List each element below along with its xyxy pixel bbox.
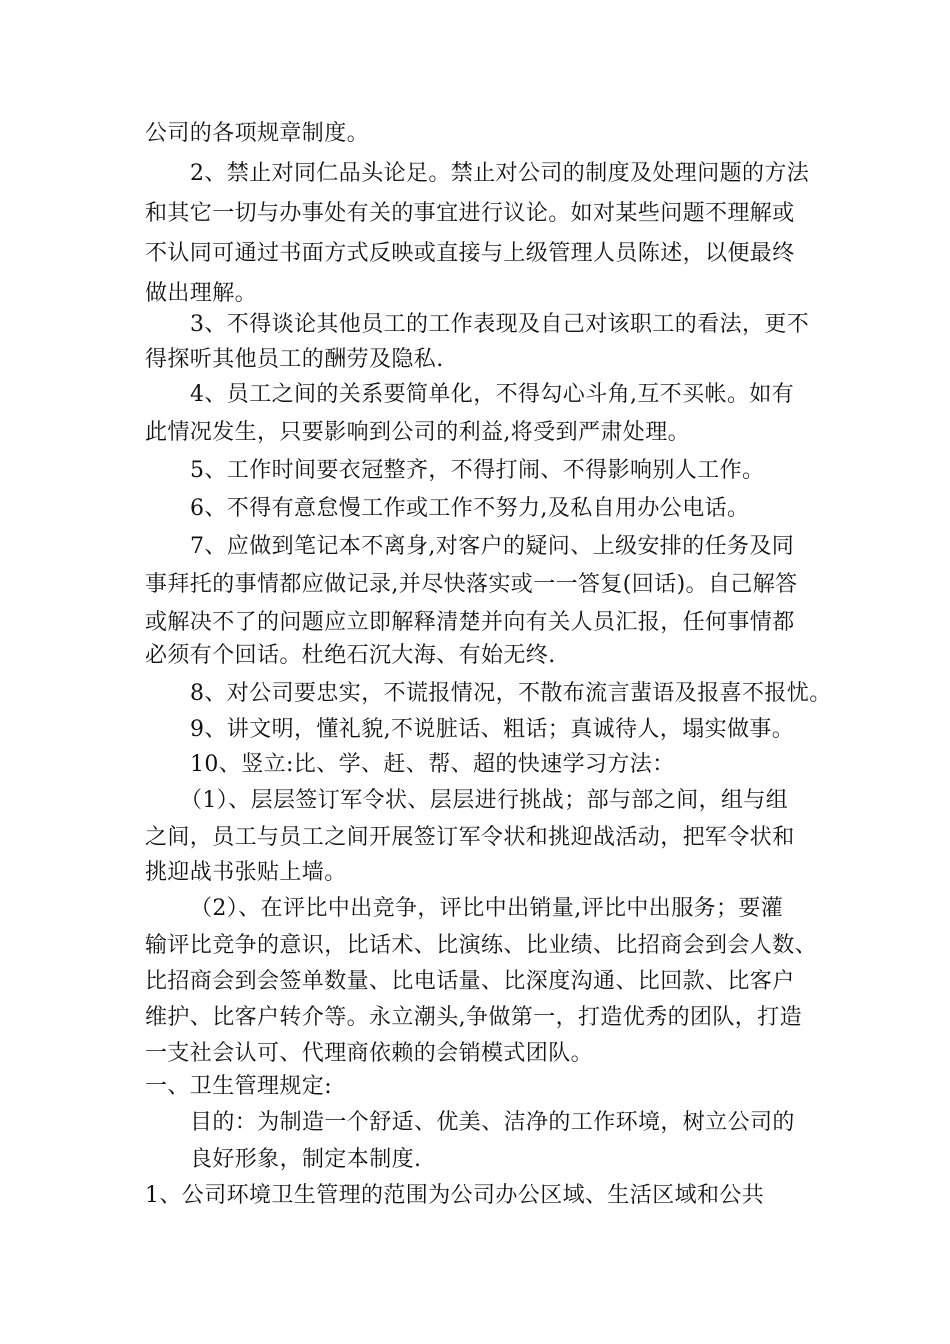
text-line: 1、公司环境卫生管理的范围为公司办公区域、生活区域和公共 [145, 1183, 765, 1208]
text-line: 比招商会到会签单数量、比电话量、比深度沟通、比回款、比客户 [145, 969, 795, 994]
text-line: 3、不得谈论其他员工的工作表现及自己对该职工的看法，更不 [190, 312, 810, 337]
text-line: 维护、比客户转介等。永立潮头,争做第一，打造优秀的团队，打造 [145, 1005, 802, 1030]
text-line: 输评比竞争的意识，比话术、比演练、比业绩、比招商会到会人数、 [145, 933, 818, 958]
text-line: 9、讲文明，懂礼貌,不说脏话、粗话；真诚待人，塌实做事。 [190, 717, 795, 742]
text-line: 公司的各项规章制度。 [145, 121, 370, 146]
text-line: 得探听其他员工的酬劳及隐私. [145, 347, 444, 372]
section-heading: 一、卫生管理规定: [145, 1074, 333, 1099]
text-line: 不认同可通过书面方式反映或直接与上级管理人员陈述，以便最终 [145, 241, 795, 266]
text-line: 或解决不了的问题应立即解释清楚并向有关人员汇报，任何事情都 [145, 610, 795, 635]
text-line: 事拜托的事情都应做记录,并尽快落实或一一答复(回话)。自己解答 [145, 572, 798, 597]
text-line: 一支社会认可、代理商依赖的会销模式团队。 [145, 1041, 594, 1066]
text-line: 6、不得有意怠慢工作或工作不努力,及私自用办公电话。 [190, 496, 750, 521]
text-line: 之间，员工与员工之间开展签订军令状和挑迎战活动，把军令状和 [145, 825, 795, 850]
text-line: （1）、层层签订军令状、层层进行挑战；部与部之间，组与组 [180, 788, 789, 813]
text-line: 10、竖立:比、学、赶、帮、超的快速学习方法： [190, 752, 675, 777]
text-line: 和其它一切与办事处有关的事宜进行议论。如对某些问题不理解或 [145, 201, 795, 226]
text-line: 良好形象，制定本制度. [190, 1147, 422, 1172]
text-line: 7、应做到笔记本不离身,对客户的疑问、上级安排的任务及同 [190, 534, 795, 559]
text-line: 2、禁止对同仁品头论足。禁止对公司的制度及处理问题的方法 [190, 161, 810, 186]
text-line: 8、对公司要忠实，不谎报情况，不散布流言蜚语及报喜不报忧。 [190, 681, 832, 706]
text-line: 4、员工之间的关系要简单化，不得勾心斗角,互不买帐。如有 [190, 382, 795, 407]
text-line: 目的：为制造一个舒适、优美、洁净的工作环境，树立公司的 [190, 1110, 795, 1135]
text-line: 挑迎战书张贴上墙。 [145, 860, 347, 885]
text-line: 此情况发生，只要影响到公司的利益,将受到严肃处理。 [145, 420, 690, 445]
text-line: 5、工作时间要衣冠整齐，不得打闹、不得影响别人工作。 [190, 458, 765, 483]
text-line: （2）、在评比中出竞争，评比中出销量,评比中出服务；要灌 [190, 896, 784, 921]
text-line: 必须有个回话。杜绝石沉大海、有始无终. [145, 643, 556, 668]
text-line: 做出理解。 [145, 281, 258, 306]
